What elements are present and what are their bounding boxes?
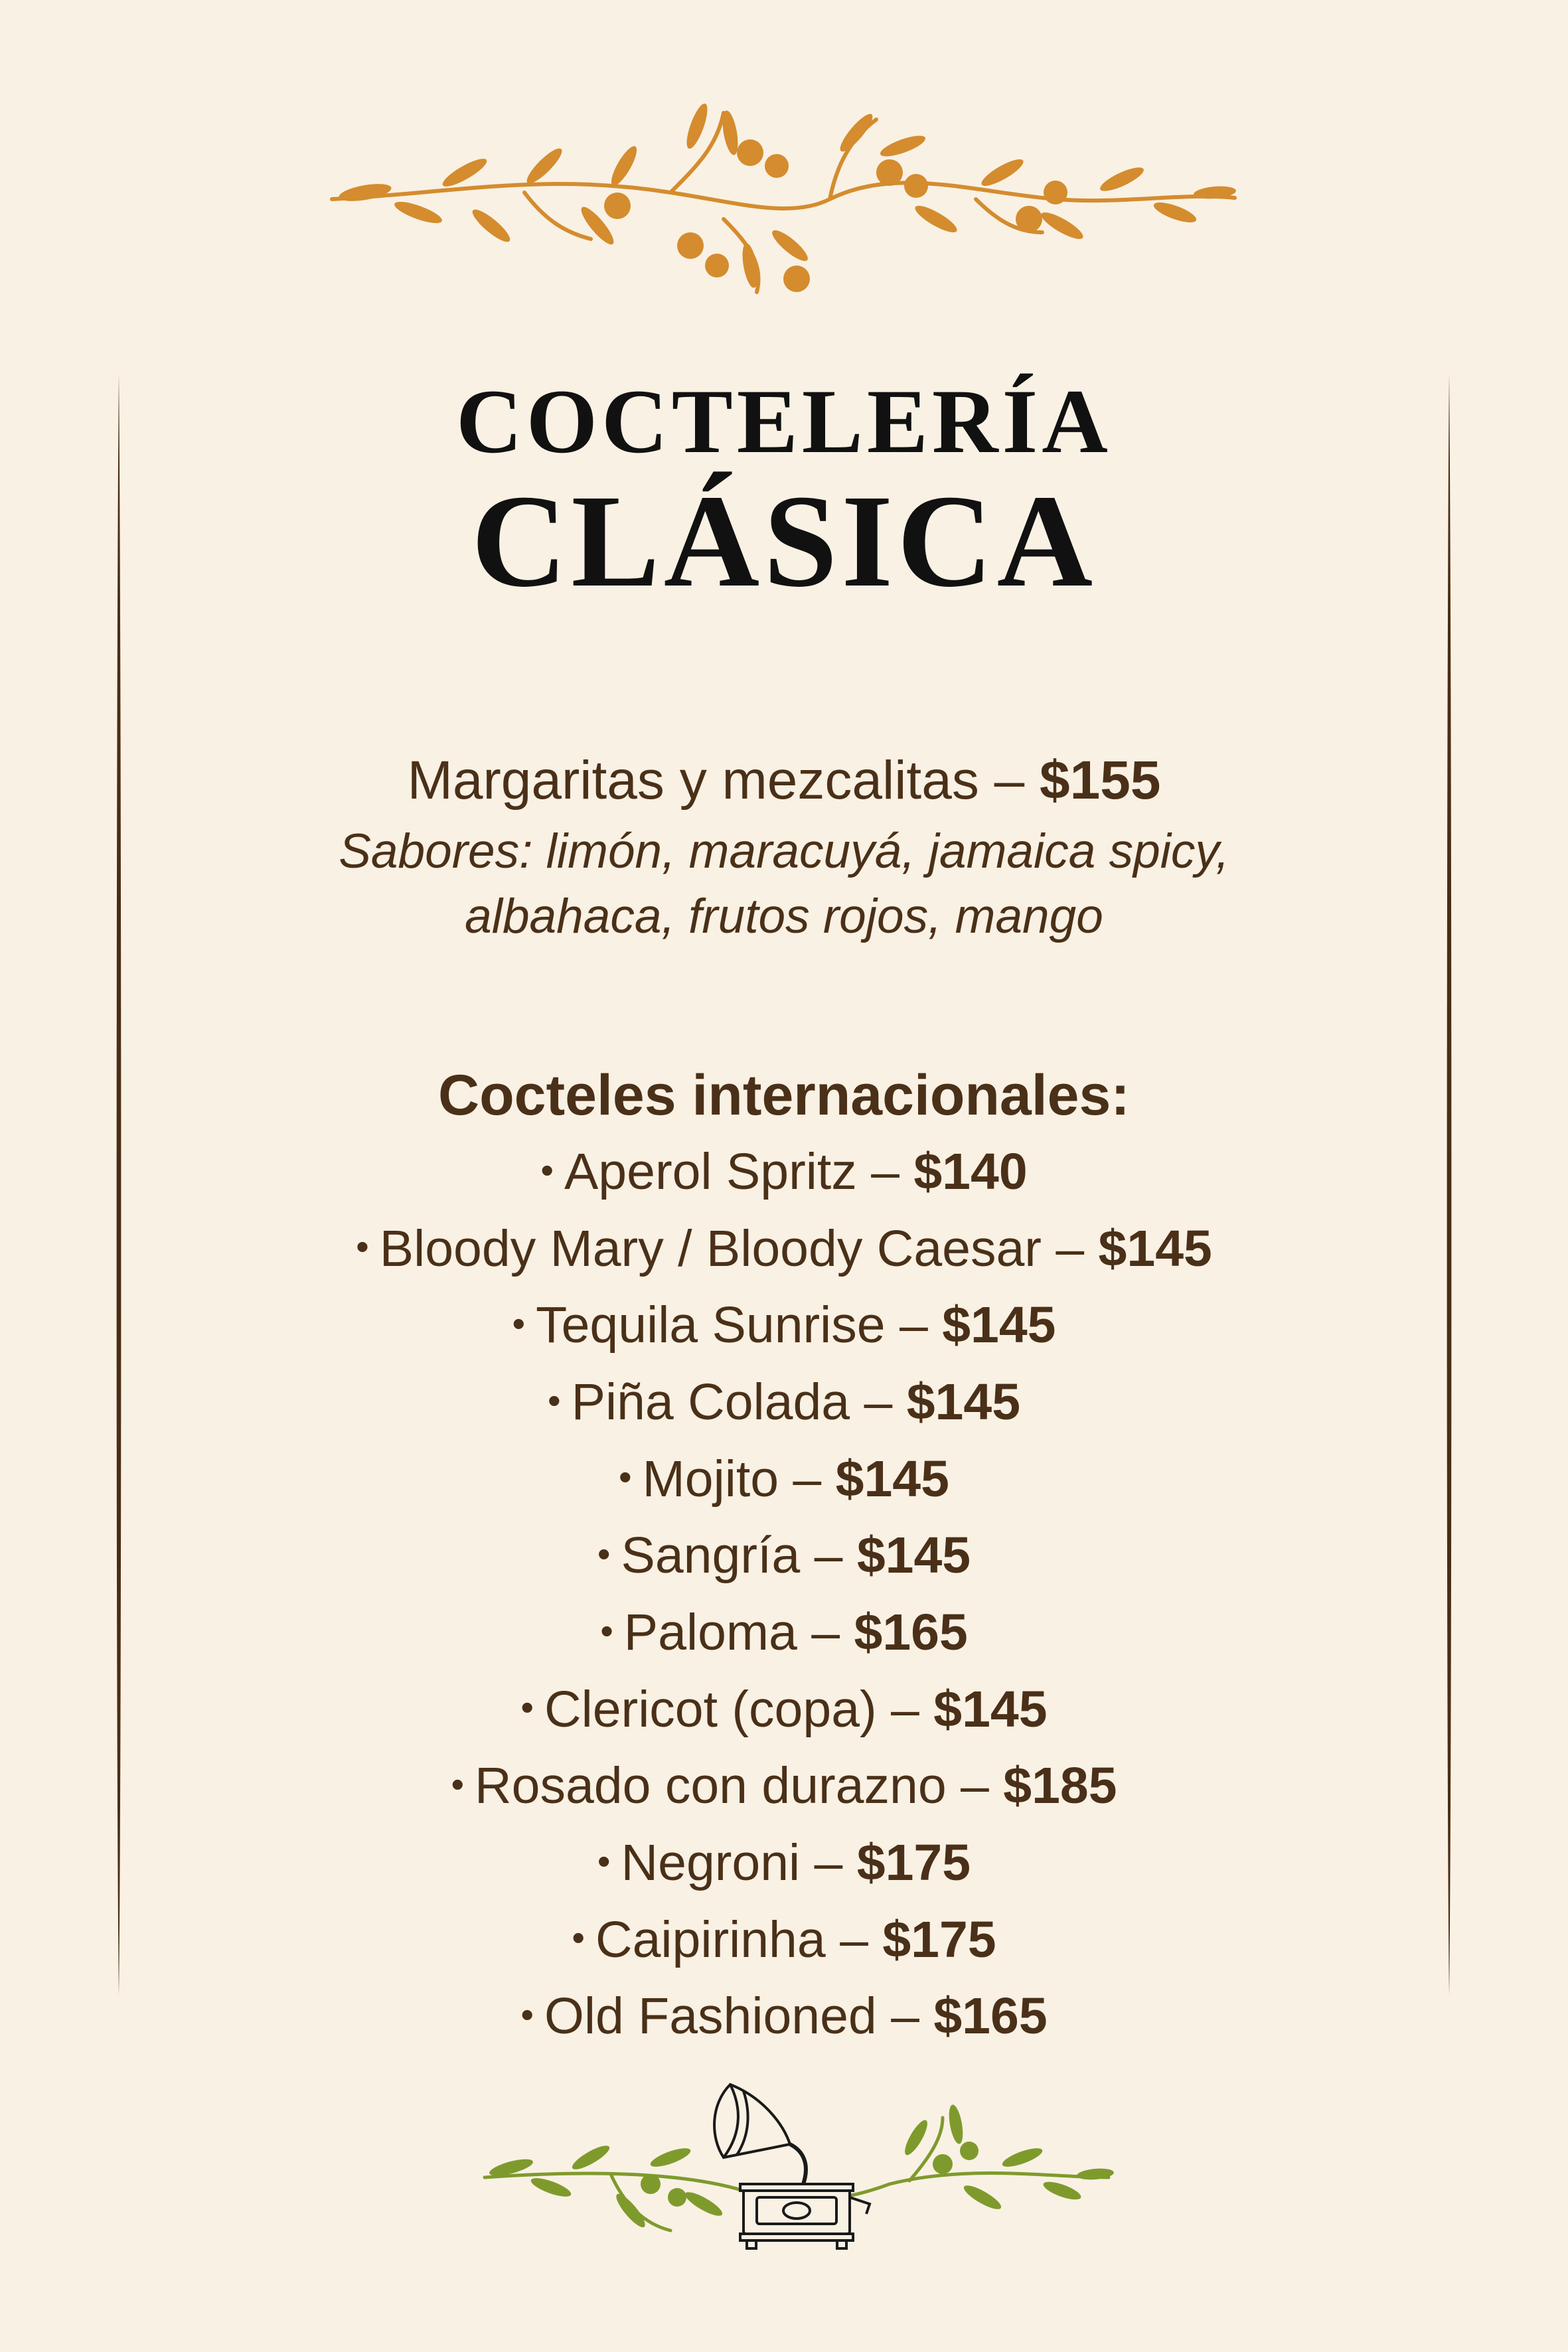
cocktail-item: [0, 1903, 1568, 1980]
flavors-line-2: albahaca, frutos rojos, mango: [465, 890, 1103, 943]
cocktail-name: Aperol Spritz –: [564, 1143, 914, 1200]
cocktail-name: Caipirinha –: [595, 1911, 883, 1968]
cocktail-item: [0, 1289, 1568, 1366]
cocktail-name: Paloma –: [623, 1603, 854, 1661]
cocktail-price: $145: [933, 1680, 1048, 1738]
bullet-icon: •: [600, 1609, 613, 1652]
cocktail-item: [0, 1826, 1568, 1903]
bullet-icon: •: [451, 1763, 465, 1805]
cocktail-price: $145: [906, 1373, 1021, 1431]
cocktail-name: Old Fashioned –: [544, 1988, 934, 2045]
gramophone-icon: [478, 2058, 1115, 2270]
bullet-icon: •: [597, 1840, 611, 1882]
cocktail-price: $145: [856, 1527, 971, 1585]
cocktail-item: [0, 1673, 1568, 1750]
margaritas-item: [0, 742, 1568, 819]
cocktail-price: $145: [1098, 1219, 1212, 1277]
flavors-line-1: Sabores: limón, maracuyá, jamaica spicy,: [339, 824, 1229, 878]
cocktail-price: $175: [882, 1911, 996, 1968]
cocktail-item: [0, 1366, 1568, 1443]
cocktail-name: Mojito –: [642, 1450, 836, 1508]
margaritas-section: [0, 742, 1568, 949]
item-name: Margaritas y mezcalitas –: [407, 750, 1040, 811]
cocktail-item: [0, 1135, 1568, 1212]
cocktail-price: $175: [856, 1834, 971, 1891]
bullet-icon: •: [520, 1686, 534, 1729]
section-heading: Cocteles internacionales:: [438, 1063, 1130, 1127]
cocktail-price: $145: [942, 1296, 1056, 1354]
cocktail-item: [0, 1519, 1568, 1596]
cocktail-list: [0, 1135, 1568, 2057]
bullet-icon: •: [619, 1456, 632, 1498]
cocktail-item: [0, 1443, 1568, 1520]
cocktail-price: $145: [835, 1450, 949, 1508]
cocktail-price: $185: [1003, 1757, 1117, 1815]
cocktail-price: $165: [933, 1988, 1048, 2045]
cocktail-name: Rosado con durazno –: [475, 1757, 1004, 1815]
cocktail-price: $165: [854, 1603, 968, 1661]
bullet-icon: •: [356, 1225, 369, 1268]
cocteles-section: [0, 1056, 1568, 2057]
cocktail-item: [0, 1212, 1568, 1289]
title-line-1: COCTELERÍA: [456, 370, 1112, 472]
cocktail-price: $140: [913, 1143, 1028, 1200]
bullet-icon: •: [512, 1302, 526, 1344]
olive-branch-icon: [325, 93, 1241, 299]
bullet-icon: •: [520, 1993, 534, 2035]
bullet-icon: •: [572, 1917, 585, 1959]
bullet-icon: •: [597, 1532, 611, 1575]
cocktail-name: Negroni –: [621, 1834, 857, 1891]
cocktail-item: [0, 1749, 1568, 1826]
bullet-icon: •: [540, 1148, 554, 1191]
cocktail-name: Sangría –: [621, 1527, 857, 1585]
cocktail-name: Clericot (copa) –: [544, 1680, 934, 1738]
item-price: $155: [1040, 750, 1161, 811]
bullet-icon: •: [547, 1379, 561, 1421]
cocktail-name: Tequila Sunrise –: [536, 1296, 943, 1354]
cocktail-name: Bloody Mary / Bloody Caesar –: [379, 1219, 1099, 1277]
page-title: [0, 370, 1568, 615]
cocktail-name: Piña Colada –: [571, 1373, 907, 1431]
cocktail-item: [0, 1596, 1568, 1673]
cocktail-item: [0, 1980, 1568, 2057]
title-line-2: CLÁSICA: [471, 468, 1097, 615]
